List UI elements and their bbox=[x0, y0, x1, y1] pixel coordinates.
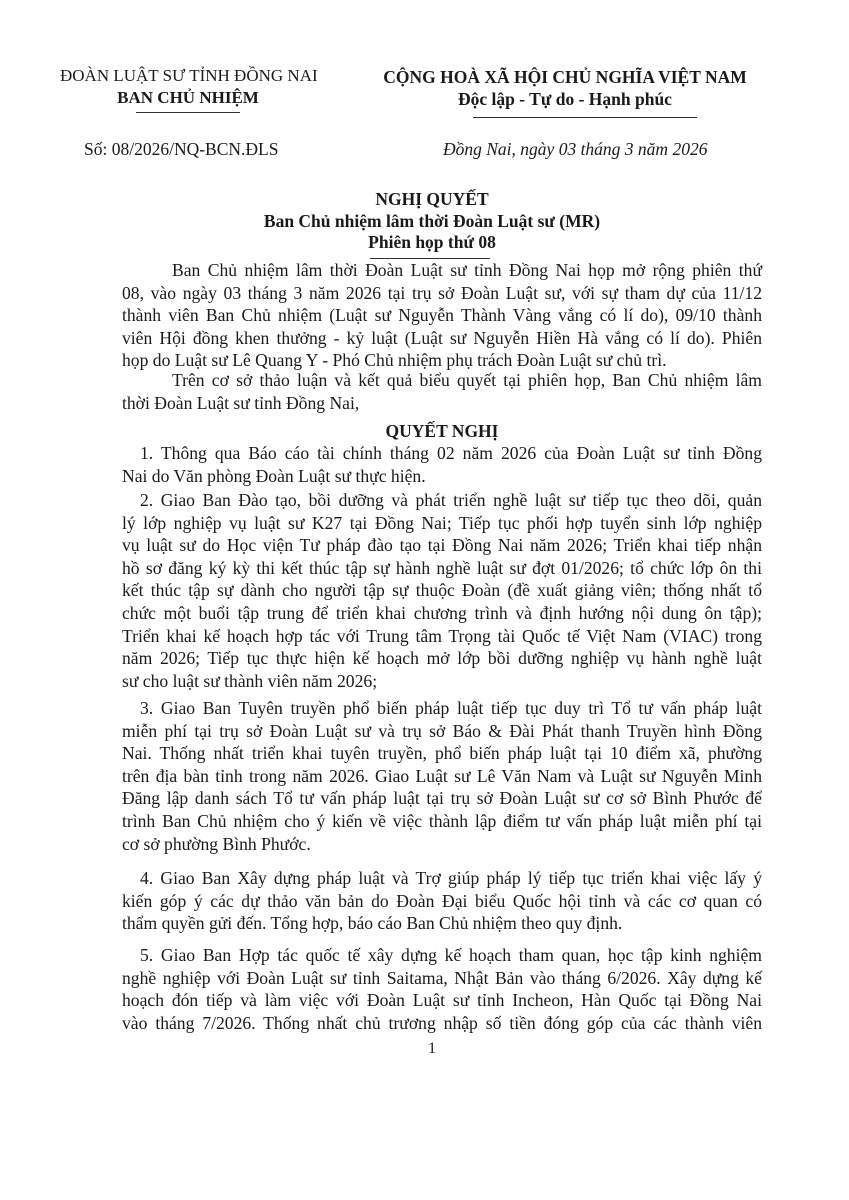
place-and-date: Đồng Nai, ngày 03 tháng 3 năm 2026 bbox=[443, 139, 708, 159]
paragraph-line: vụ luật sư do Học viện Tư pháp đào tạo tại Đồng Nai năm 2026; Triển khai tiếp nhận bbox=[122, 535, 762, 556]
paragraph-line: thành viên Ban Chủ nhiệm (Luật sư Nguyễn Thành Vàng vắng có lí do), 09/10 thành bbox=[122, 305, 762, 326]
paragraph-line: lý lớp nghiệp vụ luật sư K27 tại Đồng Nai; Tiếp tục phối hợp tuyển sinh lớp nghiệp bbox=[122, 512, 762, 533]
paragraph-line: Trên cơ sở thảo luận và kết quả biểu quyết tại phiên họp, Ban Chủ nhiệm lâm bbox=[172, 370, 762, 390]
paragraph-line: vào tháng 7/2026. Thống nhất chủ trương nhập số tiền đóng góp của các thành viên bbox=[122, 1012, 762, 1033]
department-name: BAN CHỦ NHIỆM bbox=[117, 88, 259, 107]
paragraph-line: Triển khai kế hoạch hợp tác với Trung tâm Trọng tài Quốc tế Việt Nam (VIAC) trong bbox=[122, 625, 762, 646]
paragraph-line: cơ sở phường Bình Phước. bbox=[122, 833, 311, 854]
divider bbox=[473, 117, 697, 118]
paragraph-line: 5. Giao Ban Hợp tác quốc tế xây dựng kế hoạch tham quan, học tập kinh nghiệm bbox=[140, 945, 762, 965]
paragraph-line: trên địa bàn tỉnh trong năm 2026. Giao Luật sư Lê Văn Nam và Luật sư Nguyễn Minh bbox=[122, 765, 762, 786]
paragraph-line: Đăng lập danh sách Tổ tư vấn pháp luật tại trụ sở Đoàn Luật sư cơ sở Bình Phước để bbox=[122, 788, 762, 809]
paragraph-line: viên Hội đồng khen thưởng - kỷ luật (Luật sư Nguyễn Hiền Hà vắng có lí do). Phiên bbox=[122, 327, 762, 348]
paragraph-line: thẩm quyền gửi đến. Tổng hợp, báo cáo Ban Chủ nhiệm theo quy định. bbox=[122, 913, 623, 934]
document-subtitle: Ban Chủ nhiệm lâm thời Đoàn Luật sư (MR) bbox=[263, 211, 601, 231]
paragraph-line: Nai. Thống nhất triển khai tuyên truyền, phổ biến pháp luật tại 10 điểm xã, phường bbox=[122, 743, 762, 764]
document-title: NGHỊ QUYẾT bbox=[375, 189, 489, 209]
paragraph-line: họp do Luật sư Lê Quang Y - Phó Chủ nhiệm phụ trách Đoàn Luật sư chủ trì. bbox=[122, 350, 667, 371]
paragraph-line: 3. Giao Ban Tuyên truyền phổ biến pháp luật tiếp tục duy trì Tổ tư vấn pháp luật bbox=[140, 698, 762, 718]
divider bbox=[136, 112, 240, 113]
paragraph-line: Nai do Văn phòng Đoàn Luật sư thực hiện. bbox=[122, 465, 426, 486]
organization-name: ĐOÀN LUẬT SƯ TỈNH ĐỒNG NAI bbox=[60, 66, 318, 85]
paragraph-line: miễn phí tại trụ sở Đoàn Luật sư và trụ sở Báo & Đài Phát thanh Truyền hình Đồng bbox=[122, 720, 762, 741]
paragraph-line: sư cho luật sư thành viên năm 2026; bbox=[122, 670, 378, 691]
page-number: 1 bbox=[428, 1040, 436, 1057]
paragraph-line: 08, vào ngày 03 tháng 3 năm 2026 tại trụ sở Đoàn Luật sư, với sự tham dự của 11/12 bbox=[122, 282, 762, 303]
paragraph-line: chức một buổi tập trung để triển khai chương trình và định hướng nội dung ôn tập); bbox=[122, 603, 762, 623]
paragraph-line: thời Đoàn Luật sư tỉnh Đồng Nai, bbox=[122, 392, 360, 413]
nation-title: CỘNG HOÀ XÃ HỘI CHỦ NGHĨA VIỆT NAM bbox=[383, 67, 747, 87]
paragraph-line: năm 2026; Tiếp tục thực hiện kế hoạch mở lớp bồi dưỡng nghiệp vụ hành nghề luật bbox=[122, 648, 762, 669]
paragraph-line: 1. Thông qua Báo cáo tài chính tháng 02 năm 2026 của Đoàn Luật sư tỉnh Đồng bbox=[140, 443, 762, 463]
national-motto: Độc lập - Tự do - Hạnh phúc bbox=[458, 89, 672, 109]
paragraph-line: nghề nghiệp với Đoàn Luật sư tỉnh Saitama, Nhật Bản vào tháng 6/2026. Xây dựng kế bbox=[122, 967, 762, 988]
paragraph-line: Ban Chủ nhiệm lâm thời Đoàn Luật sư tỉnh Đồng Nai họp mở rộng phiên thứ bbox=[172, 260, 762, 280]
paragraph-line: kiến góp ý các dự thảo văn bản do Đoàn Đại biểu Quốc hội tỉnh và các cơ quan có bbox=[122, 890, 762, 911]
paragraph-line: kết thúc tập sự dành cho người tập sự thuộc Đoàn (đề xuất giảng viên; thống nhất tổ bbox=[122, 580, 762, 601]
section-heading: QUYẾT NGHỊ bbox=[385, 421, 499, 441]
session-title: Phiên họp thứ 08 bbox=[368, 232, 496, 252]
paragraph-line: trình Ban Chủ nhiệm cho ý kiến về việc thành lập điểm tư vấn pháp luật miễn phí tại bbox=[122, 811, 762, 831]
document-number: Số: 08/2026/NQ-BCN.ĐLS bbox=[84, 139, 279, 159]
paragraph-line: 2. Giao Ban Đào tạo, bồi dưỡng và phát triển nghề luật sư tiếp tục theo dõi, quản bbox=[140, 490, 762, 510]
paragraph-line: hồ sơ đăng ký kỳ thi kết thúc tập sự hành nghề luật sư đợt 01/2026; tổ chức lớp ôn thi bbox=[122, 557, 762, 578]
paragraph-line: hoạch đón tiếp và làm việc với Đoàn Luật sư tỉnh Incheon, Hàn Quốc tại Đồng Nai bbox=[122, 990, 762, 1011]
paragraph-line: 4. Giao Ban Xây dựng pháp luật và Trợ giúp pháp lý tiếp tục triển khai việc lấy ý bbox=[140, 868, 762, 888]
